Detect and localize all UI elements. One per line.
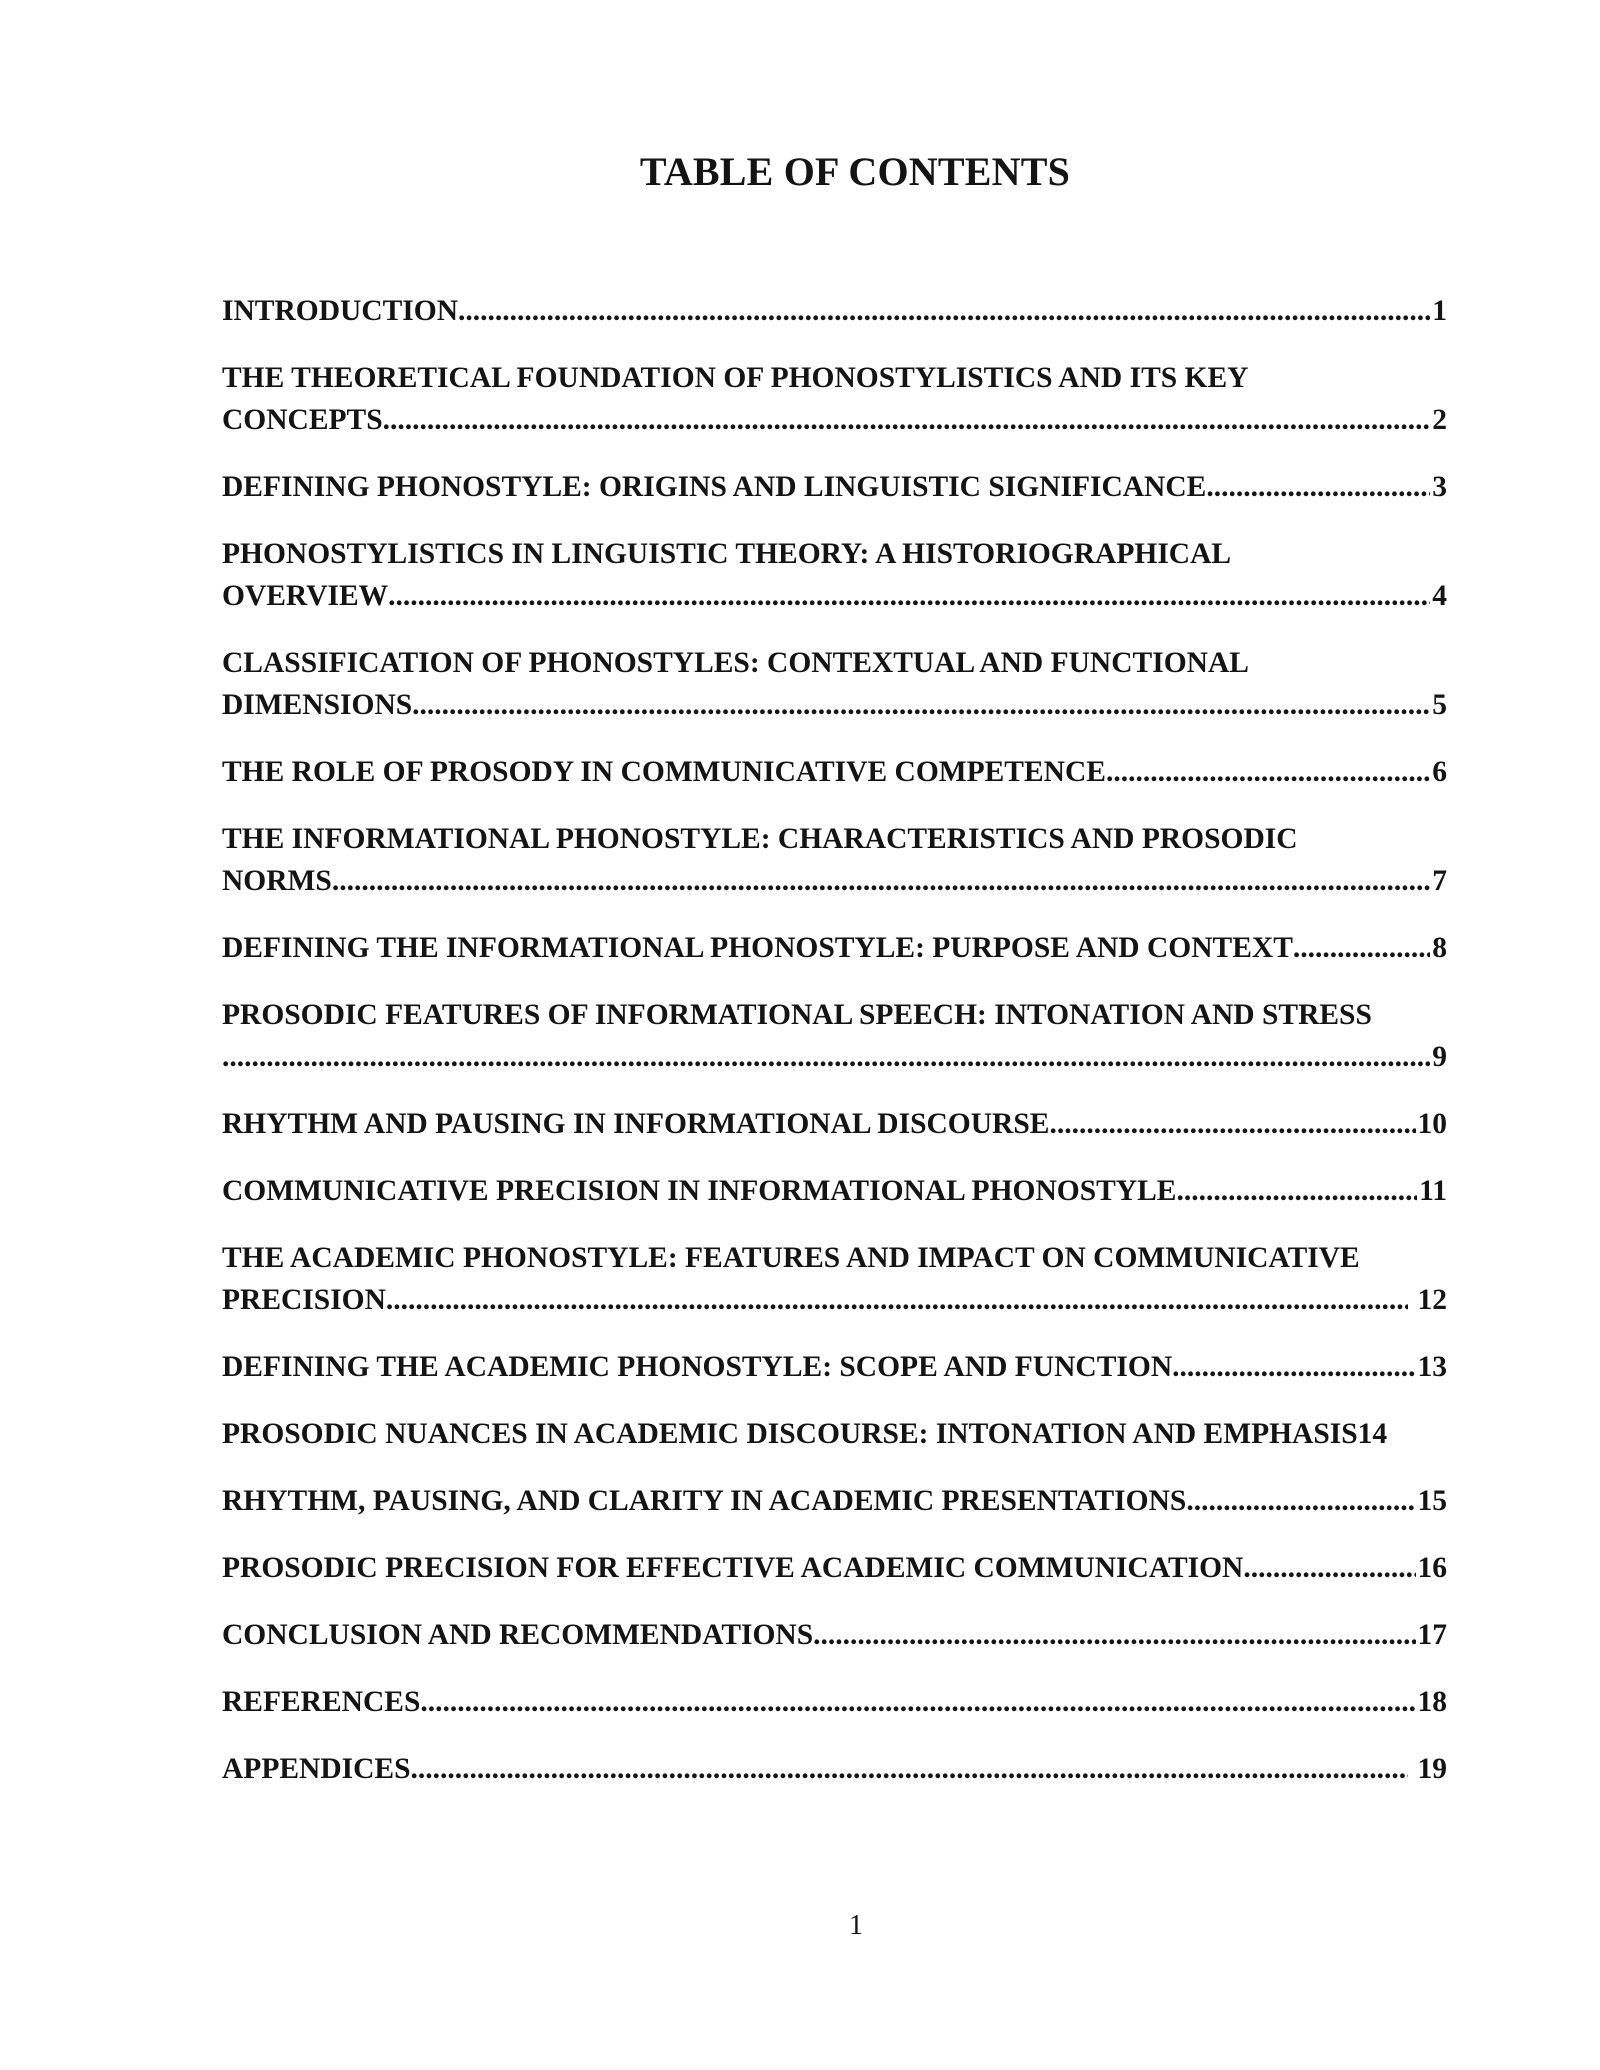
toc-entry-title: OVERVIEW	[222, 580, 389, 612]
toc-page-number: 12	[1417, 1284, 1447, 1316]
toc-entry-introduction[interactable]	[222, 290, 1447, 332]
toc-entry-title: RHYTHM, PAUSING, AND CLARITY IN ACADEMIC PRESENTATIONS	[222, 1485, 1187, 1517]
toc-entry-title-line1: THE INFORMATIONAL PHONOSTYLE: CHARACTERISTICS AND PROSODIC	[222, 823, 1298, 855]
dot-leader	[412, 684, 1430, 726]
toc-entry-title: DIMENSIONS	[222, 689, 413, 721]
dot-leader	[420, 1681, 1415, 1723]
dot-leader	[1186, 1480, 1415, 1522]
dot-leader	[386, 1279, 1408, 1321]
dot-leader	[411, 1748, 1408, 1790]
dot-leader	[1106, 751, 1430, 793]
toc-entry-title: DEFINING THE ACADEMIC PHONOSTYLE: SCOPE AND FUNCTION	[222, 1351, 1173, 1383]
toc-entry-title: REFERENCES	[222, 1686, 421, 1718]
toc-page-number: 15	[1417, 1485, 1447, 1517]
toc-page-number: 1	[1432, 295, 1447, 327]
toc-page-number: 10	[1417, 1108, 1447, 1140]
dot-leader	[222, 1036, 1430, 1078]
toc-entry-communicative-precision-informational[interactable]	[222, 1170, 1447, 1212]
dot-leader	[458, 290, 1430, 332]
toc-entry-informational-phonostyle[interactable]	[222, 818, 1447, 902]
toc-entry-title-line1: PROSODIC FEATURES OF INFORMATIONAL SPEECH: INTONATION AND STRESS	[222, 999, 1372, 1031]
toc-entry-historiographical-overview[interactable]	[222, 533, 1447, 617]
dot-leader	[1176, 1170, 1417, 1212]
toc-entry-rhythm-pausing-informational[interactable]	[222, 1103, 1447, 1145]
toc-entry-role-of-prosody[interactable]	[222, 751, 1447, 793]
toc-entry-rhythm-pausing-academic[interactable]	[222, 1480, 1447, 1522]
toc-entry-title: DEFINING THE INFORMATIONAL PHONOSTYLE: PURPOSE AND CONTEXT	[222, 932, 1293, 964]
page-title: TABLE OF CONTENTS	[639, 149, 1071, 194]
toc-page-number: 13	[1417, 1351, 1447, 1383]
toc-page-number: 3	[1432, 471, 1447, 503]
dot-leader	[332, 860, 1430, 902]
toc-entry-title: APPENDICES	[222, 1753, 411, 1785]
toc-entry-title: NORMS	[222, 865, 332, 897]
toc-entry-prosodic-features-informational[interactable]	[222, 994, 1447, 1078]
toc-page-number: 11	[1419, 1175, 1447, 1207]
toc-entry-classification-of-phonostyles[interactable]	[222, 642, 1447, 726]
toc-entry-defining-informational[interactable]	[222, 927, 1447, 969]
toc-entry-title-line1: THE THEORETICAL FOUNDATION OF PHONOSTYLISTICS AND ITS KEY	[222, 362, 1249, 394]
toc-entry-title: THE ROLE OF PROSODY IN COMMUNICATIVE COMPETENCE	[222, 756, 1106, 788]
toc-page-number: 6	[1432, 756, 1447, 788]
toc-entry-title: PRECISION	[222, 1284, 386, 1316]
dot-leader	[388, 575, 1430, 617]
toc-entry-title-line1: THE ACADEMIC PHONOSTYLE: FEATURES AND IMPACT ON COMMUNICATIVE	[222, 1242, 1360, 1274]
toc-entry-title: CONCEPTS	[222, 404, 383, 436]
toc-page-number: 17	[1417, 1619, 1447, 1651]
toc-entry-theoretical-foundation[interactable]	[222, 357, 1447, 441]
toc-entry-title-line1: CLASSIFICATION OF PHONOSTYLES: CONTEXTUAL AND FUNCTIONAL	[222, 647, 1249, 679]
toc-entry-conclusion[interactable]	[222, 1614, 1447, 1656]
toc-page-number: 7	[1432, 865, 1447, 897]
dot-leader	[1206, 466, 1430, 508]
dot-leader	[1243, 1547, 1415, 1589]
toc-page-number: 9	[1432, 1041, 1447, 1073]
toc-page-number: 2	[1432, 404, 1447, 436]
toc-page-number: 5	[1432, 689, 1447, 721]
toc-entry-academic-phonostyle[interactable]	[222, 1237, 1447, 1321]
dot-leader	[1172, 1346, 1415, 1388]
toc-page-number: 16	[1417, 1552, 1447, 1584]
toc-entry-title-line1: PHONOSTYLISTICS IN LINGUISTIC THEORY: A HISTORIOGRAPHICAL	[222, 538, 1232, 570]
toc-page-number: 19	[1417, 1753, 1447, 1785]
toc-entry-references[interactable]	[222, 1681, 1447, 1723]
toc-entry-title: DEFINING PHONOSTYLE: ORIGINS AND LINGUISTIC SIGNIFICANCE	[222, 471, 1207, 503]
dot-leader	[813, 1614, 1415, 1656]
toc-page-number: 8	[1432, 932, 1447, 964]
dot-leader	[1293, 927, 1430, 969]
toc-entry-title: CONCLUSION AND RECOMMENDATIONS	[222, 1619, 814, 1651]
dot-leader	[383, 399, 1431, 441]
toc-page-number: 4	[1432, 580, 1447, 612]
toc-entry-title: INTRODUCTION	[222, 295, 459, 327]
toc-entry-appendices[interactable]	[222, 1748, 1447, 1790]
toc-entry-prosodic-nuances-academic[interactable]	[222, 1413, 1447, 1455]
toc-entry-title: PROSODIC PRECISION FOR EFFECTIVE ACADEMIC COMMUNICATION	[222, 1552, 1244, 1584]
footer-page-number: 1	[849, 1910, 863, 1941]
toc-entry-prosodic-precision-academic[interactable]	[222, 1547, 1447, 1589]
toc-entry-defining-phonostyle[interactable]	[222, 466, 1447, 508]
toc-page-number: 18	[1417, 1686, 1447, 1718]
toc-entry-title-line1: PROSODIC NUANCES IN ACADEMIC DISCOURSE: INTONATION AND EMPHASIS14	[222, 1418, 1388, 1450]
toc-entry-defining-academic[interactable]	[222, 1346, 1447, 1388]
dot-leader	[1049, 1103, 1415, 1145]
toc-entry-title: COMMUNICATIVE PRECISION IN INFORMATIONAL PHONOSTYLE	[222, 1175, 1177, 1207]
toc-entry-title: RHYTHM AND PAUSING IN INFORMATIONAL DISCOURSE	[222, 1108, 1050, 1140]
